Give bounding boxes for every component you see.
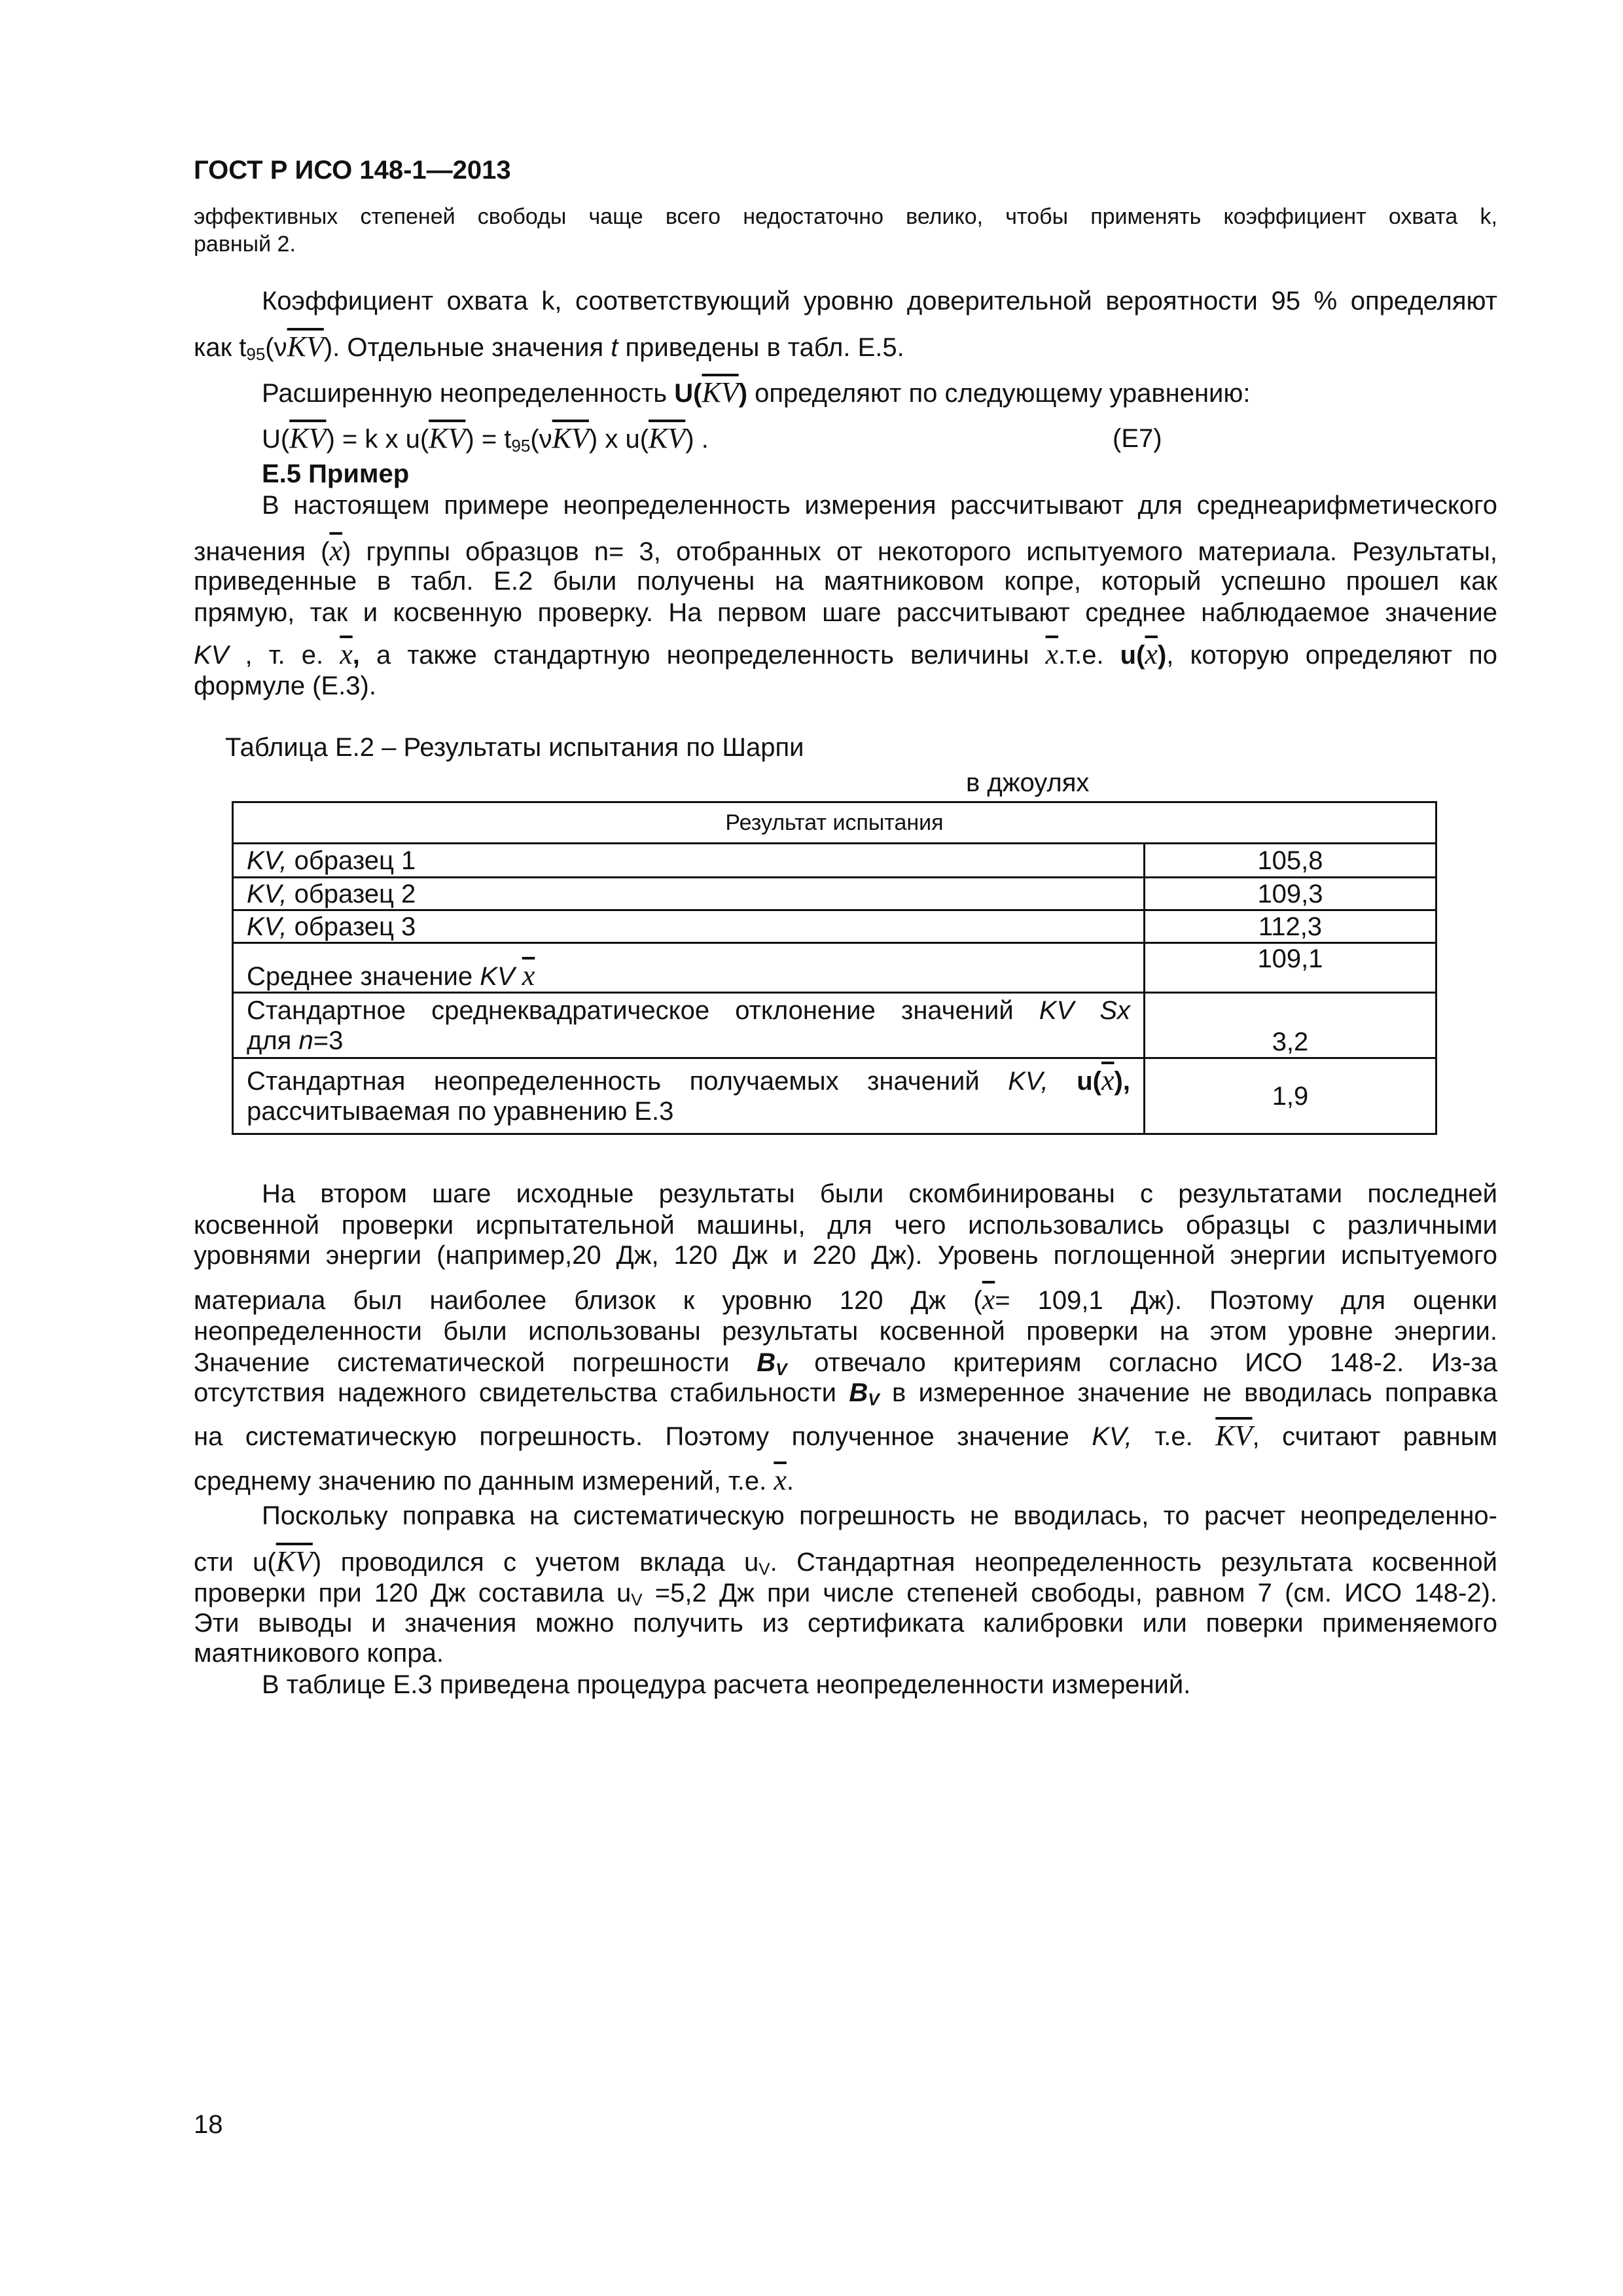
table-row-std [233, 993, 1436, 1058]
row-label: Стандартная неопределенность получаемых значений KV, $u(\overline{x})$, рассчитываемая по уравнению Е.3 [233, 1058, 1145, 1134]
intro-line-1: эффективных степеней свободы чаще всего недостаточно велико, чтобы применять коэффициент охвата k, [194, 204, 1497, 229]
results-table [232, 801, 1437, 1135]
p4-line-9: среднему значению по данным измерений, т.е. $\overline{x}$. [194, 1464, 794, 1496]
p1-line-1: Коэффициент охвата k, соответствующий уровню доверительной вероятности 95 % определяют [262, 287, 1497, 315]
p4-line-8: на систематическую погрешность. Поэтому полученное значение KV, т.е. $\overline{KV}$, считают равным [194, 1420, 1497, 1452]
p3-line-3: приведенные в табл. Е.2 были получены на маятниковом копре, который успешно прошел как [194, 567, 1497, 596]
p4-line-1: На втором шаге исходные результаты были скомбинированы с результатами последней [262, 1179, 1497, 1208]
document-code: ГОСТ Р ИСО 148-1—2013 [194, 156, 511, 185]
table-row [233, 910, 1436, 943]
kv-mean-symbol: $\overline{KV}$ [702, 376, 739, 408]
p1-line-2: как $t_{95}(\nu\overline{KV})$. Отдельные значения t приведены в табл. Е.5. [194, 331, 904, 364]
p5-line-4: Эти выводы и значения можно получить из сертификата калибровки или поверки применяемого [194, 1609, 1497, 1638]
p3-line-1: В настоящем примере неопределенность измерения рассчитывают для среднеарифметического [262, 491, 1497, 520]
table-row [233, 878, 1436, 910]
p5-line-1: Поскольку поправка на систематическую погрешность не вводилась, то расчет неопределенно- [262, 1501, 1497, 1530]
p2-line: Расширенную неопределенность $U(\overline{KV})$ определяют по следующему уравнению: [262, 376, 1251, 408]
p3-line-5: KV , т. е. $\overline{x}$, а также стандартную неопределенность величины $\overline{x}.т.е$. $u(\overline{x})$, которую определяют по [194, 638, 1498, 670]
row-label: KV, образец 1 [233, 844, 1145, 878]
table-header: Результат испытания [233, 802, 1436, 844]
table-unit: в джоулях [966, 768, 1090, 797]
p3-line-6: формуле (Е.3). [194, 672, 376, 700]
p4-line-6: Значение систематической погрешности $B_V$ отвечало критериям согласно ИСО 148-2. Из-за [194, 1348, 1497, 1379]
p3-line-2: значения $(\overline{x})$ группы образцов n= 3, отобранных от некоторого испытуемого материала. Результаты, [194, 535, 1497, 567]
p4-line-5: неопределенности были использованы результаты косвенной проверки на этом уровне энергии. [194, 1317, 1497, 1346]
table-row [233, 844, 1436, 878]
p5-line-3: проверки при 120 Дж составила $u_V =5,2$ Дж при числе степеней свободы, равном 7 (см. ИСО 148-2). [194, 1579, 1498, 1609]
intro-line-2: равный 2. [194, 232, 296, 257]
p4-line-2: косвенной проверки исрпытательной машины, для чего использовались образцы с различными [194, 1211, 1497, 1240]
p4-line-7: отсутствия надежного свидетельства стабильности $B_V$ в измеренное значение не вводилась поправка [194, 1378, 1497, 1409]
row-label: KV, образец 2 [233, 878, 1145, 910]
row-label: Стандартное среднеквадратическое отклонение значений KV Sx для n=3 [233, 993, 1145, 1058]
table-row-uncertainty [233, 1058, 1436, 1134]
page-number: 18 [194, 2110, 223, 2139]
kv-mean-symbol: $\overline{KV}$ [287, 331, 324, 363]
row-label: Среднее значение KV $\overline{x}$ [233, 943, 1145, 993]
p6-line-1: В таблице Е.3 приведена процедура расчета неопределенности измерений. [262, 1670, 1191, 1699]
p5-line-5: маятникового копра. [194, 1639, 444, 1668]
section-title: Е.5 Пример [262, 459, 410, 488]
p4-line-4: материала был наиболее близок к уровню 120 Дж ($\overline{x}= 109,1$ Дж). Поэтому для оценки [194, 1283, 1497, 1316]
row-value: 3,2 [1145, 993, 1436, 1058]
row-value: 109,3 [1145, 878, 1436, 910]
formula-e7: $U(\overline{KV}) = k$ x $u(\overline{KV}) = t_{95}(\nu\overline{KV})$ x $u(\overline{KV})$ . [262, 422, 709, 456]
table-caption: Таблица Е.2 – Результаты испытания по Шарпи [225, 733, 804, 762]
p5-line-2: сти $u(\overline{KV})$ проводился с учетом вклада $u_V$. Стандартная неопределенность результата косвенной [194, 1545, 1497, 1579]
row-value: 105,8 [1145, 844, 1436, 878]
row-value: 1,9 [1145, 1058, 1436, 1134]
row-value: 112,3 [1145, 910, 1436, 943]
row-label: KV, образец 3 [233, 910, 1145, 943]
formula-number: (E7) [1113, 424, 1162, 453]
table-row-mean [233, 943, 1436, 993]
row-value: 109,1 [1145, 943, 1436, 993]
p4-line-3: уровнями энергии (например,20 Дж, 120 Дж и 220 Дж). Уровень поглощенной энергии испытуемого [194, 1241, 1497, 1270]
p3-line-4: прямую, так и косвенную проверку. На первом шаге рассчитывают среднее наблюдаемое значение [194, 598, 1497, 627]
